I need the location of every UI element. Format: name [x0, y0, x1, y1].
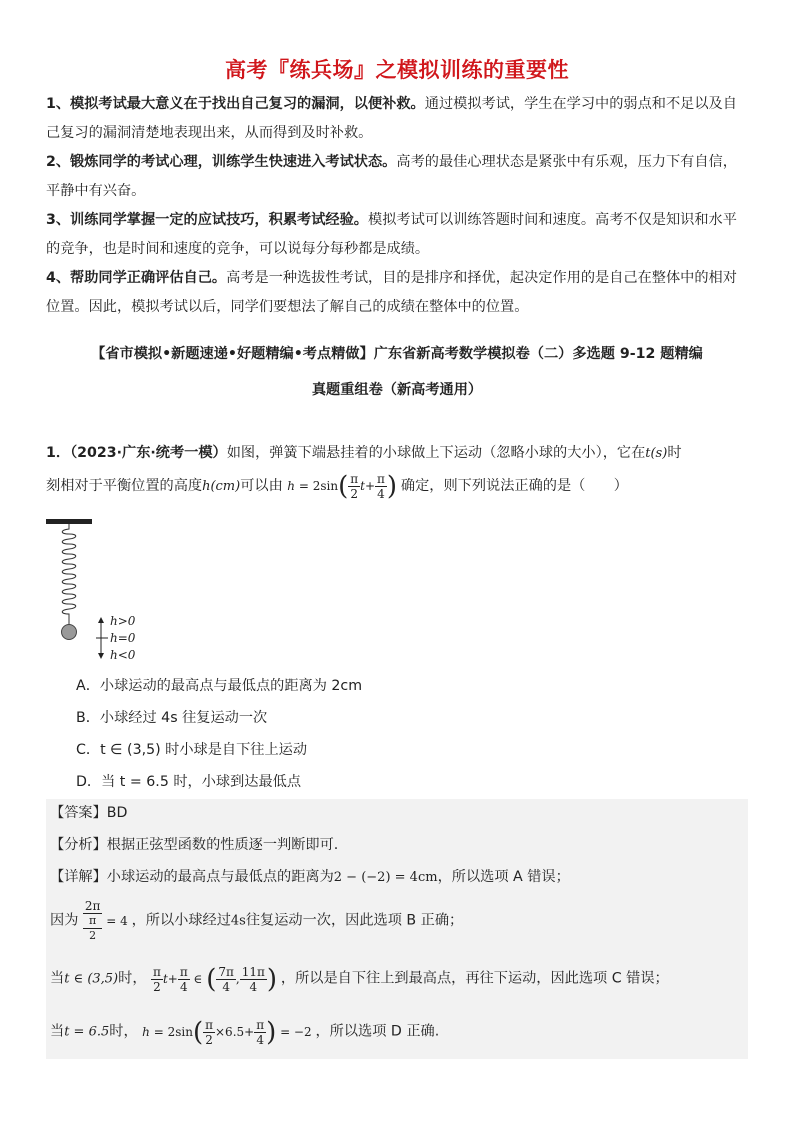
var-h-cm: h(cm)	[202, 479, 241, 494]
detail-line-2: 因为 2π π 2 = 4 ，所以小球经过4s往复运动一次，因此选项 B 正确；	[50, 899, 464, 942]
formula-phase-range: $\frac{\pi}{2}$ t+ $\frac{\pi}{4}$ ∈ ( $\frac{7\pi}{4}$ , $\frac{11\pi}{4}$ )	[153, 964, 278, 994]
intro-item-1: 1、模拟考试最大意义在于找出自己复习的漏洞，以便补救。通过模拟考试，学生在学习中的弱点和不足以及自己复习的漏洞清楚地表现出来，从而得到及时补救。	[46, 96, 737, 141]
option-a: A．小球运动的最高点与最低点的距离为 2cm	[76, 678, 363, 694]
spring-figure	[46, 515, 156, 665]
question-number: 1．	[46, 445, 71, 461]
detail-line-3: 当t ∈ (3,5)时， $\frac{\pi}{2}$ t+ $\frac{\pi}{4}$ ∈ ( $\frac{7\pi}{4}$ , $\frac{11\pi}{4}$ ) ，所以是自下往上到最高点，再往下运动，因此选项 C 错误；	[50, 964, 669, 994]
label-h-negative: h<0	[110, 648, 136, 662]
formula-h: h = 2sin( $\frac{\pi}{2}$ t+ $\frac{\pi}{4}$ )	[287, 471, 398, 502]
detail-line-4: 当t = 6.5时， h = 2sin( $\frac{\pi}{2}$ ×6.5+ $\frac{\pi}{4}$ ) = −2 ，所以选项 D 正确.	[50, 1017, 440, 1047]
intro-item-4: 4、帮助同学正确评估自己。高考是一种选拔性考试，目的是排序和择优，起决定作用的是自己在整体中的相对位置。因此，模拟考试以后，同学们要想法了解自己的成绩在整体中的位置。	[46, 270, 737, 315]
page-title: 高考『练兵场』之模拟训练的重要性	[225, 58, 569, 82]
question-line-1: 1．（2023·广东·统考一模）如图，弹簧下端悬挂着的小球做上下运动（忽略小球的大小），它在t(s)时	[46, 445, 682, 461]
spring-coil	[62, 524, 76, 625]
question-1-stem	[46, 437, 748, 503]
formula-period: 2π π 2 = 4	[84, 899, 132, 942]
intro-list	[46, 90, 748, 322]
answer-value: BD	[106, 805, 128, 821]
detail-line-1: 【详解】小球运动的最高点与最低点的距离为2 − (−2) = 4cm，所以选项 A 错误；	[50, 869, 570, 885]
var-t-s: t(s)	[645, 446, 668, 461]
analysis-line: 【分析】根据正弦型函数的性质逐一判断即可.	[50, 837, 339, 853]
answer-box	[46, 799, 748, 1059]
formula-h-at-6-5: h = 2sin( $\frac{\pi}{2}$ ×6.5+ $\frac{\pi}{4}$ ) = −2	[142, 1017, 316, 1047]
option-d: D．当 t = 6.5 时，小球到达最低点	[76, 774, 302, 790]
option-c: C．t ∈ (3,5) 时小球是自下往上运动	[76, 742, 308, 758]
intro-item-2: 2、锻炼同学的考试心理，训练学生快速进入考试状态。高考的最佳心理状态是紧张中有乐观，压力下有自信，平静中有兴奋。	[46, 154, 737, 199]
arrow-down-head	[98, 653, 104, 659]
section-heading-line-2: 真题重组卷（新高考通用）	[311, 382, 483, 398]
option-b: B．小球经过 4s 往复运动一次	[76, 710, 268, 726]
question-source: （2023·广东·统考一模）	[70, 445, 227, 461]
options-list	[76, 670, 362, 798]
ball	[62, 625, 77, 640]
arrow-up-head	[98, 617, 104, 623]
ceiling-bar	[46, 519, 92, 524]
question-line-2: 刻相对于平衡位置的高度h(cm)可以由 h = 2sin( $\frac{\pi}{2}$ t+ $\frac{\pi}{4}$ ) 确定，则下列说法正确的是（ ）	[46, 471, 628, 502]
section-heading-line-1: 【省市模拟•新题速递•好题精编•考点精做】广东省新高考数学模拟卷（二）多选题 9-12 题精编	[91, 346, 703, 362]
intro-item-3: 3、训练同学掌握一定的应试技巧，积累考试经验。模拟考试可以训练答题时间和速度。高考不仅是知识和水平的竞争，也是时间和速度的竞争，可以说每分每秒都是成绩。	[46, 212, 737, 257]
answer-line: 【答案】BD	[50, 805, 128, 821]
label-h-positive: h>0	[110, 614, 136, 628]
label-h-zero: h=0	[110, 631, 136, 645]
